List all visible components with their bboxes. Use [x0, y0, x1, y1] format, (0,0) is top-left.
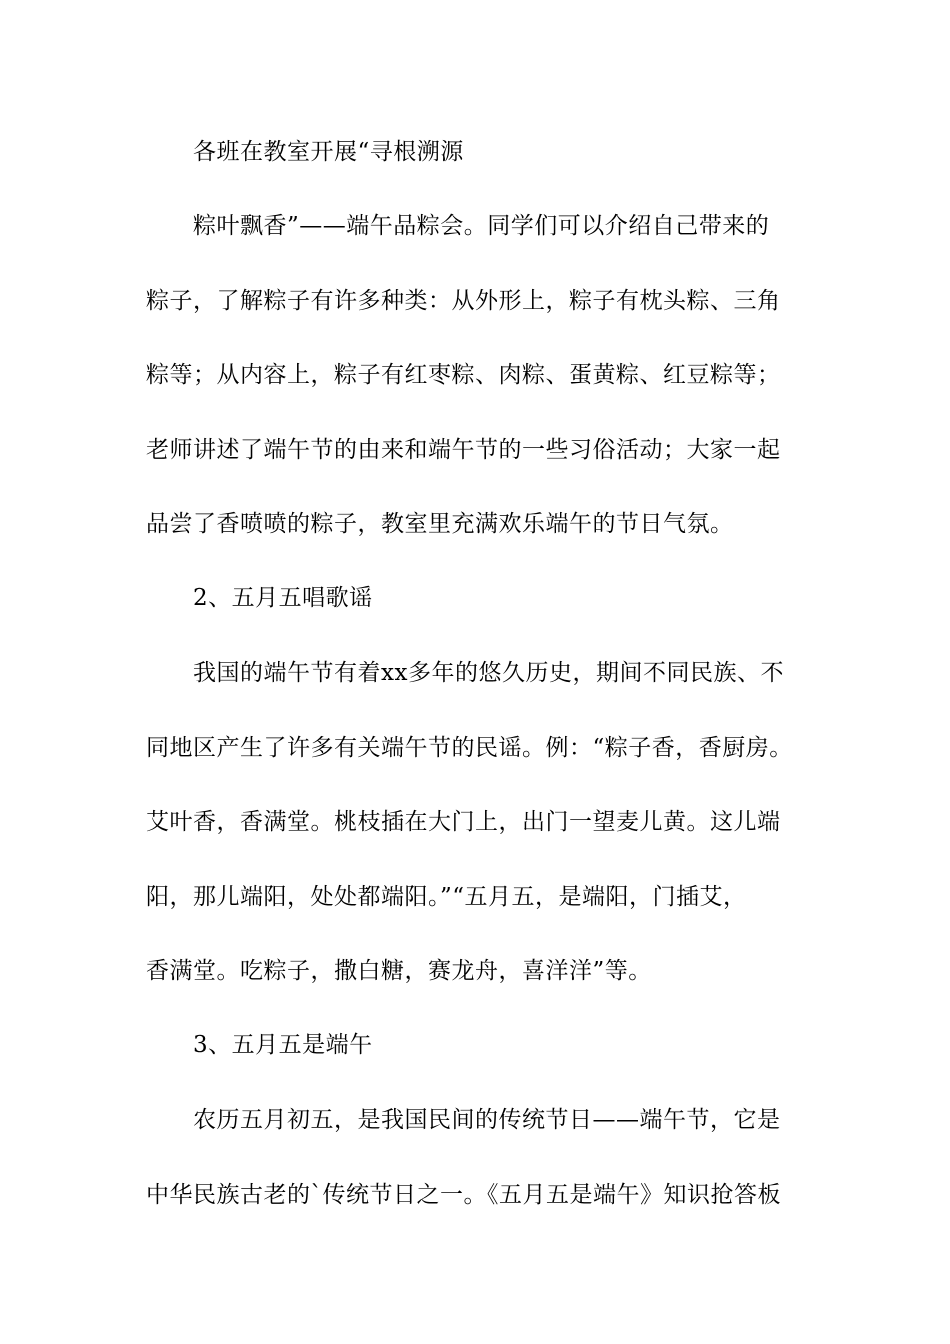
paragraph-line: 粽等；从内容上，粽子有红枣粽、肉粽、蛋黄粽、红豆粽等； — [146, 362, 781, 388]
paragraph-line: 中华民族古老的`传统节日之一。《五月五是端午》知识抢答板 — [146, 1182, 781, 1208]
section-heading: 3、五月五是端午 — [193, 1032, 373, 1058]
paragraph-line: 香满堂。吃粽子，撒白糖，赛龙舟，喜洋洋”等。 — [146, 958, 652, 984]
section-heading: 2、五月五唱歌谣 — [193, 585, 373, 611]
paragraph-line: 同地区产生了许多有关端午节的民谣。例：“粽子香，香厨房。 — [146, 735, 793, 761]
paragraph-line: 农历五月初五，是我国民间的传统节日——端午节，它是 — [193, 1107, 781, 1133]
paragraph-line: 品尝了香喷喷的粽子，教室里充满欢乐端午的节日气氛。 — [146, 511, 734, 537]
paragraph-line: 老师讲述了端午节的由来和端午节的一些习俗活动；大家一起 — [146, 437, 781, 463]
paragraph-line: 艾叶香，香满堂。桃枝插在大门上，出门一望麦儿黄。这儿端 — [146, 809, 781, 835]
paragraph-line: 各班在教室开展“寻根溯源 — [193, 139, 464, 165]
paragraph-line: 阳，那儿端阳，处处都端阳。”“五月五，是端阳，门插艾， — [146, 884, 747, 910]
paragraph-line: 粽子，了解粽子有许多种类：从外形上，粽子有枕头粽、三角 — [146, 288, 781, 314]
paragraph-line: 粽叶飘香”——端午品粽会。同学们可以介绍自己带来的 — [193, 213, 770, 239]
paragraph-line: 我国的端午节有着xx多年的悠久历史，期间不同民族、不 — [193, 660, 784, 686]
